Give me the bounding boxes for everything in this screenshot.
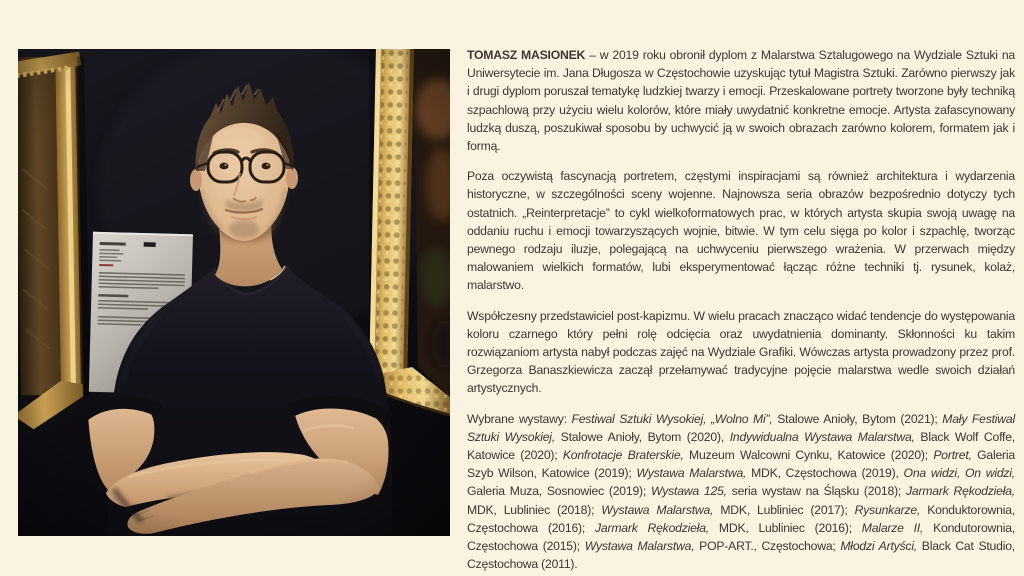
exhibition-title: Jarmark Rękodzieła,: [906, 484, 1015, 499]
exhibition-details: Kondutorownia, Częstochowa (2015);: [467, 520, 1015, 554]
intro-text: – w 2019 roku obronił dyplom z Malarstwa Sztalugowego na Wydziale Sztuki na Uniwersytecie im. Jana Długosza w Częstochowie uzyskując tytuł Magistra Sztuki. Zarówno pierwszy jak i drugi dyplom poruszał tematykę ludzkiej twarzy i emocji. Przeskalowane portrety tworzone były techniką szpachlową przy użyciu wielu kolorów, które miały uwydatnić konkretne emocje. Artysta zafascynowany ludzką duszą, poszukiwał sposobu by uchwycić ją w swoich obrazach zarówno kolorem, formatem jak i formą.: [467, 48, 1015, 154]
exhibition-details: POP-ART., Częstochowa;: [694, 539, 841, 554]
exhibition-details: MDK, Częstochowa (2019),: [746, 466, 904, 481]
exhibition-details: Konduktorownia, Częstochowa (2016);: [467, 502, 1016, 535]
exhibition-title: Wystawa Malarstwa,: [584, 539, 695, 554]
exhibition-title: Festiwal Sztuki Wysokiej, „Wolno Mi”,: [571, 411, 773, 426]
exhibition-details: MDK, Lubliniec (2017);: [713, 502, 855, 517]
exhibition-title: Indywidualna Wystawa Malarstwa,: [729, 429, 915, 444]
bio-text: [467, 46, 1015, 573]
exhibition-title: Ona widzi, On widzi,: [903, 466, 1015, 481]
artist-name: TOMASZ MASIONEK: [467, 48, 586, 62]
exhibition-details: Muzeum Walcowni Cynku, Katowice (2020);: [683, 448, 934, 463]
photo-vignette: [18, 49, 450, 536]
exhibition-details: MDK, Lubliniec (2018);: [467, 502, 602, 517]
exhibition-details: Stalowe Anioły, Bytom (2021);: [772, 411, 943, 426]
bio-paragraph-style: Współczesny przedstawiciel post-kapizmu. W wielu pracach znacząco widać tendencje do występowania koloru czarnego który pełni rolę odcięcia oraz uwydatnienia dominanty. Skłonności ku takim rozwiązaniom artysta nabył podczas zajęć na Wydziale Grafiki. Wówczas artysta prowadzony przez prof. Grzegorza Banaszkiewicza zaczął przełamywać tradycyjne pojęcie malarstwa wedle swoich działań artystycznych.: [467, 308, 1015, 396]
exhibition-title: Wystawa Malarstwa,: [601, 502, 714, 517]
bio-paragraph-intro: [467, 46, 1015, 155]
exhibition-title: Konfrotacje Braterskie,: [562, 448, 684, 463]
bio-paragraph-inspirations: Poza oczywistą fascynacją portretem, częstymi inspiracjami są również architektura i wydarzenia historyczne, w szczególności sceny wojenne. Najnowsza seria obrazów bezpośrednio dotyczy tych ostatnich. „Reinterpretacje” to cykl wielkoformatowych prac, w których artysta skupia swoją uwagę na oddaniu ruchu i emocji towarzyszących wojnie, bitwie. W tym celu sięga po kolor i szpachlę, tworząc pewnego rodzaju iluzje, polegającą na uchwyceniu pierwszego wrażenia. W przerwach między malowaniem wielkich formatów, lubi eksperymentować łącząc różne techniki tj. rysunek, kolaż, malarstwo.: [467, 169, 1015, 293]
exhibition-title: Rysunkarze,: [854, 502, 921, 517]
exhibition-details: Galeria Muza, Sosnowiec (2019);: [467, 484, 651, 499]
exhibition-title: Młodzi Artyści,: [840, 539, 918, 554]
exhibition-details: Stalowe Anioły, Bytom (2020),: [555, 429, 730, 444]
exhibition-details: Wybrane wystawy:: [467, 411, 572, 426]
exhibition-title: Portret,: [933, 448, 972, 463]
bio-paragraph-exhibitions: [467, 410, 1015, 574]
exhibition-details: seria wystaw na Śląsku (2018);: [726, 484, 907, 499]
exhibition-details: Black Wolf Coffe, Katowice (2020);: [467, 429, 1015, 463]
artist-photo: [18, 49, 450, 536]
exhibition-details: Galeria Szyb Wilson, Katowice (2019);: [467, 448, 1015, 481]
exhibition-title: Mały Festiwal Sztuki Wysokiej,: [467, 411, 1015, 444]
exhibition-title: Wystawa Malarstwa,: [636, 466, 747, 481]
artist-photo-illustration: [18, 49, 450, 536]
exhibition-title: Jarmark Rękodzieła,: [594, 520, 709, 535]
exhibition-title: Malarze II,: [861, 520, 924, 535]
exhibition-details: MDK, Lubliniec (2016);: [708, 520, 862, 535]
exhibition-title: Wystawa 125,: [650, 484, 727, 499]
exhibition-details: Black Cat Studio, Częstochowa (2011).: [467, 539, 1015, 572]
